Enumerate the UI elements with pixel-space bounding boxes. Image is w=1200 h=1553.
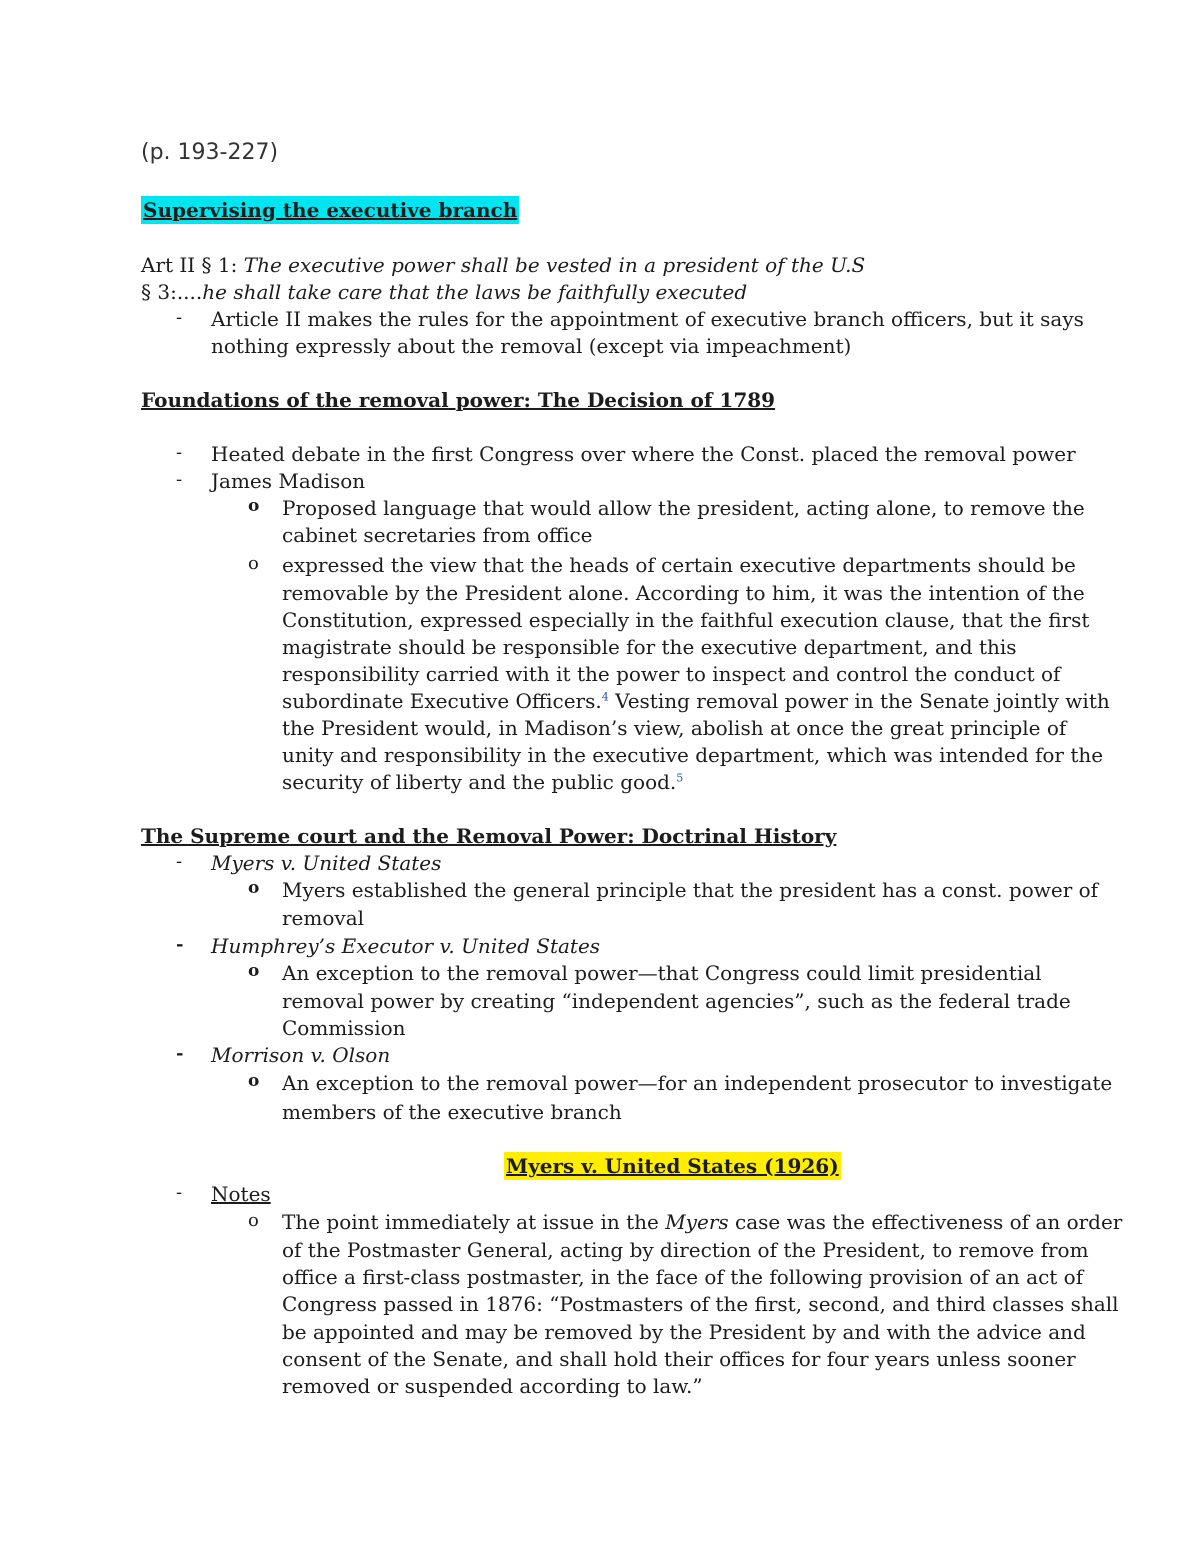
- dash-bullet-icon: -: [176, 851, 183, 872]
- sub-item-text: Proposed language that would allow the president, acting alone, to remove the: [282, 496, 1085, 520]
- sub-item-text: removed or suspended according to law.”: [282, 1374, 703, 1398]
- sub-item-text: Constitution, expressed especially in the faithful execution clause, that the first: [282, 608, 1090, 632]
- square-bullet-icon: o: [248, 878, 260, 898]
- square-bullet-icon: o: [248, 496, 260, 516]
- dash-bullet-icon: -: [176, 307, 183, 328]
- dash-bullet-icon: -: [176, 469, 183, 490]
- dash-bullet-icon: -: [176, 1043, 184, 1064]
- text-run: case was the effectiveness of an order: [728, 1210, 1123, 1234]
- sub-item-text: unity and responsibility in the executive department, which was intended for the: [282, 743, 1104, 767]
- sub-item-text: responsibility carried with it the power to inspect and control the conduct of: [282, 662, 1061, 686]
- sub-item-text: Commission: [282, 1016, 406, 1040]
- square-bullet-icon: o: [248, 961, 260, 981]
- page-reference: (p. 193-227): [141, 140, 279, 165]
- sub-item-text: [282, 769, 683, 796]
- sub-item-text: of the Postmaster General, acting by direction of the President, to remove from: [282, 1238, 1089, 1262]
- sub-item-text: An exception to the removal power—that Congress could limit presidential: [282, 961, 1042, 985]
- dash-bullet-icon: -: [176, 934, 184, 955]
- bullet-text: Article II makes the rules for the appointment of executive branch officers, but it says: [211, 307, 1084, 331]
- text-run: Vesting removal power in the Senate jointly with: [608, 689, 1110, 713]
- sec3-prefix: § 3:....: [141, 280, 203, 304]
- sub-item-text: [282, 688, 1110, 715]
- case-name: Morrison v. Olson: [211, 1043, 391, 1067]
- open-bullet-icon: o: [248, 1210, 259, 1231]
- sub-item-text: cabinet secretaries from office: [282, 523, 593, 547]
- sub-item-text: the President would, in Madison’s view, abolish at once the great principle of: [282, 716, 1067, 740]
- art-ii-line: [141, 252, 865, 279]
- heading-text: Supervising the executive branch: [143, 198, 518, 222]
- case-name-inline: Myers: [665, 1210, 729, 1234]
- art-quote: The executive power shall be vested in a president of the U.S: [243, 253, 866, 277]
- notes-label: Notes: [211, 1182, 271, 1206]
- case-name: Myers v. United States: [211, 851, 442, 875]
- bullet-text: nothing expressly about the removal (except via impeachment): [211, 334, 852, 358]
- section-heading-myers: [504, 1154, 841, 1178]
- section-heading-supervising: [141, 198, 519, 222]
- dash-bullet-icon: -: [176, 1182, 183, 1203]
- text-run: security of liberty and the public good.: [282, 770, 677, 794]
- sub-item-text: Congress passed in 1876: “Postmasters of the first, second, and third classes shall: [282, 1292, 1119, 1316]
- footnote-ref-4[interactable]: 4: [601, 690, 609, 704]
- text-run: subordinate Executive Officers.: [282, 689, 602, 713]
- sub-item-text: members of the executive branch: [282, 1100, 622, 1124]
- sub-item-text: consent of the Senate, and shall hold their offices for four years unless sooner: [282, 1347, 1076, 1371]
- footnote-ref-5[interactable]: 5: [676, 771, 684, 785]
- sub-item-text: magistrate should be responsible for the executive department, and this: [282, 635, 1017, 659]
- section-heading-foundations: Foundations of the removal power: The Decision of 1789: [141, 388, 776, 412]
- open-bullet-icon: o: [248, 553, 259, 574]
- section-heading-doctrinal-history: The Supreme court and the Removal Power: Doctrinal History: [141, 824, 837, 848]
- sub-item-text: office a first-class postmaster, in the face of the following provision of an act of: [282, 1265, 1084, 1289]
- sub-item-text: removal: [282, 906, 365, 930]
- sub-item-text: be appointed and may be removed by the President by and with the advice and: [282, 1320, 1086, 1344]
- sec3-line: [141, 279, 747, 306]
- sub-item-text: Myers established the general principle that the president has a const. power of: [282, 878, 1099, 902]
- art-prefix: Art II § 1:: [141, 253, 244, 277]
- list-item: Heated debate in the first Congress over where the Const. placed the removal power: [211, 442, 1076, 466]
- sub-item-text: An exception to the removal power—for an independent prosecutor to investigate: [282, 1071, 1113, 1095]
- square-bullet-icon: o: [248, 1071, 260, 1091]
- text-run: The point immediately at issue in the: [282, 1210, 666, 1234]
- heading-text: Myers v. United States (1926): [506, 1154, 839, 1178]
- sub-item-text: [282, 1209, 1122, 1236]
- sub-item-text: removal power by creating “independent agencies”, such as the federal trade: [282, 989, 1071, 1013]
- sub-item-text: removable by the President alone. According to him, it was the intention of the: [282, 581, 1085, 605]
- sec3-quote: he shall take care that the laws be faithfully executed: [202, 280, 748, 304]
- dash-bullet-icon: -: [176, 442, 183, 463]
- sub-item-text: expressed the view that the heads of certain executive departments should be: [282, 553, 1076, 577]
- case-name: Humphrey’s Executor v. United States: [211, 934, 601, 958]
- list-item: James Madison: [211, 469, 366, 493]
